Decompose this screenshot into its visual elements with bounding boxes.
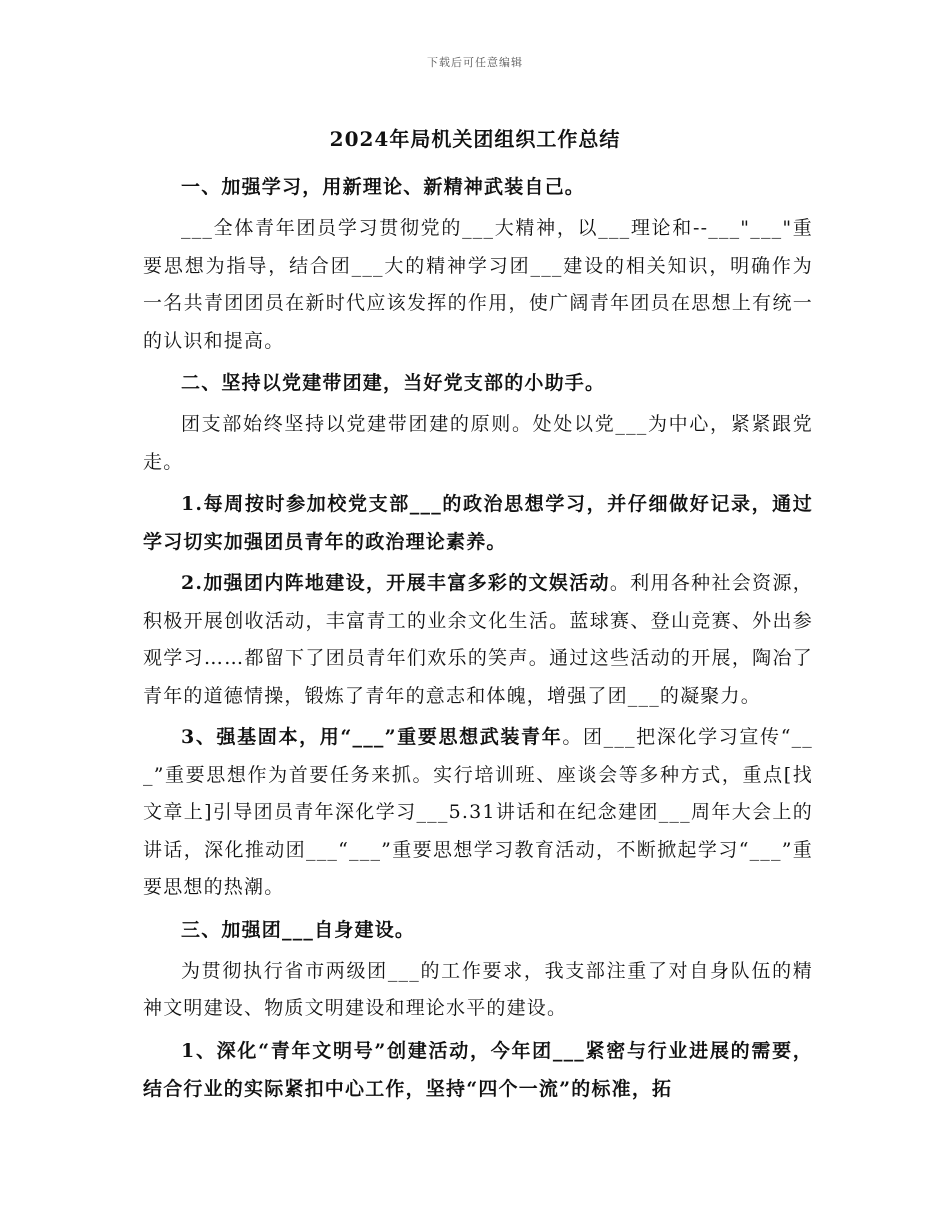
mixed-paragraph-2: [143, 565, 813, 715]
body-paragraph-1: ___全体青年团员学习贯彻党的___大精神，以___理论和--___"___"重要思想为指导，结合团___大的精神学习团___建设的相关知识，明确作为一名共青团团员在新时代应该发挥的作用，使广阔青年团员在思想上有统一的认识和提高。: [143, 217, 813, 352]
body-paragraph-3: 为贯彻执行省市两级团___的工作要求，我支部注重了对自身队伍的精神文明建设、物质文明建设和理论水平的建设。: [143, 959, 813, 1019]
document-title: 2024年局机关团组织工作总结: [329, 127, 621, 151]
mixed-paragraph-2-lead: 2.加强团内阵地建设，开展丰富多彩的文娱活动: [181, 572, 610, 594]
header-note: 下载后可任意编辑: [427, 56, 523, 69]
body-paragraph-2: 团支部始终坚持以党建带团建的原则。处处以党___为中心，紧紧跟党走。: [143, 413, 813, 473]
mixed-paragraph-2-text: 。利用各种社会资源，积极开展创收活动，丰富青工的业余文化生活。蓝球赛、登山竞赛、外出参观学习……都留下了团员青年们欢乐的笑声。通过这些活动的开展，陶冶了青年的道德情操，锻炼了青年的意志和体魄，增强了团___的凝聚力。: [143, 572, 813, 707]
section-heading-3: 三、加强团___自身建设。: [181, 918, 416, 941]
section-heading-2: 二、坚持以党建带团建，当好党支部的小助手。: [181, 372, 606, 394]
document-body: [143, 168, 813, 1112]
section-heading-1: 一、加强学习，用新理论、新精神武装自己。: [181, 176, 586, 198]
mixed-paragraph-3-lead: 3、强基固本，用“___”重要思想武装青年: [181, 726, 563, 748]
bold-item-1: 1.每周按时参加校党支部___的政治思想学习，并仔细做好记录，通过学习切实加强团员青年的政治理论素养。: [143, 493, 813, 553]
mixed-paragraph-3-text: 。团___把深化学习宣传“___”重要思想作为首要任务来抓。实行培训班、座谈会等多种方式，重点[找文章上]引导团员青年深化学习___5.31讲话和在纪念建团___周年大会上的讲话，深化推动团___“___”重要思想学习教育活动，不断掀起学习“___”重要思想的热潮。: [143, 726, 814, 898]
mixed-paragraph-3: [143, 719, 813, 907]
bold-item-4: 1、深化“青年文明号”创建活动，今年团___紧密与行业进展的需要，结合行业的实际紧扣中心工作，坚持“四个一流”的标准，拓: [143, 1039, 813, 1100]
